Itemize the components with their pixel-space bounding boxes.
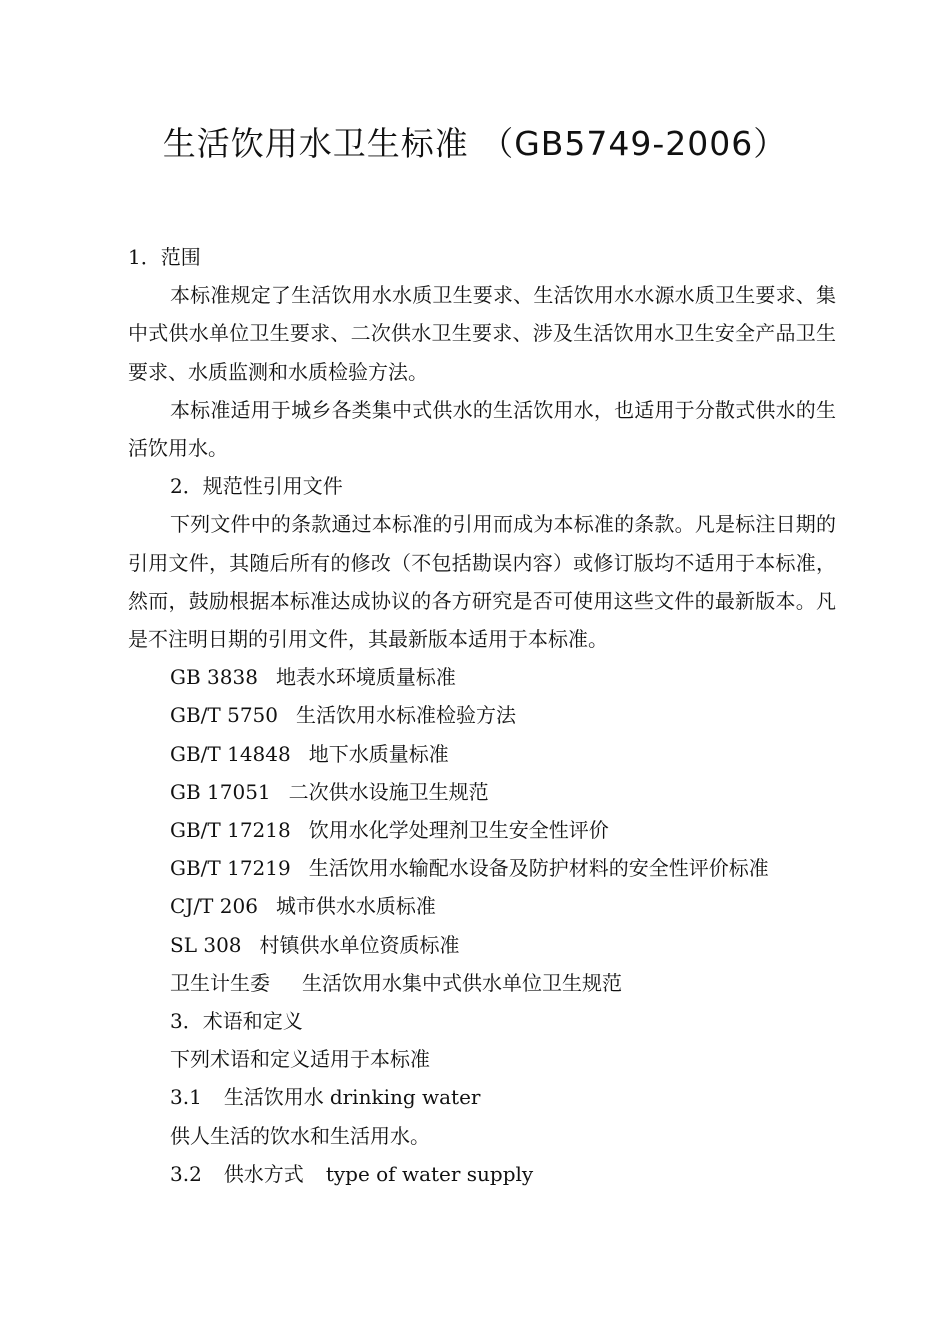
- section-heading-terms: 3．术语和定义: [170, 1009, 303, 1034]
- document-body: [128, 238, 836, 1193]
- reference-title: 饮用水化学处理剂卫生安全性评价: [308, 818, 609, 843]
- reference-code: CJ/T 206: [170, 894, 258, 919]
- reference-item: [128, 926, 836, 964]
- reference-title: 生活饮用水标准检验方法: [296, 703, 517, 728]
- reference-item: [128, 811, 836, 849]
- term-name: 供水方式: [223, 1161, 304, 1186]
- term-english: drinking water: [329, 1085, 481, 1110]
- term-heading: [128, 1078, 836, 1116]
- term-heading: [128, 1155, 836, 1193]
- paragraph-scope-2: 本标准适用于城乡各类集中式供水的生活饮用水，也适用于分散式供水的生活饮用水。: [128, 397, 836, 461]
- document-title: 生活饮用水卫生标准 （GB5749-2006）: [162, 124, 788, 163]
- reference-item: [128, 964, 836, 1002]
- paragraph-scope-1: 本标准规定了生活饮用水水质卫生要求、生活饮用水水源水质卫生要求、集中式供水单位卫生要求、二次供水卫生要求、涉及生活饮用水卫生安全产品卫生要求、水质监测和水质检验方法。: [128, 283, 836, 384]
- reference-title: 生活饮用水集中式供水单位卫生规范: [302, 970, 622, 995]
- reference-title: 地表水环境质量标准: [275, 665, 456, 690]
- section-heading-references: 2．规范性引用文件: [170, 474, 343, 499]
- reference-code: GB/T 17218: [170, 818, 291, 843]
- reference-item: [128, 849, 836, 887]
- reference-item: [128, 696, 836, 734]
- reference-item: [128, 658, 836, 696]
- term-name: 生活饮用水: [223, 1085, 324, 1110]
- reference-title: 地下水质量标准: [308, 741, 449, 766]
- paragraph-terms-intro: 下列术语和定义适用于本标准: [170, 1047, 430, 1072]
- reference-code: 卫生计生委: [170, 970, 270, 995]
- reference-title: 城市供水水质标准: [275, 894, 436, 919]
- term-number: 3.2: [170, 1161, 202, 1186]
- reference-code: GB 3838: [170, 665, 258, 690]
- paragraph-references-intro: 下列文件中的条款通过本标准的引用而成为本标准的条款。凡是标注日期的引用文件，其随后所有的修改（不包括勘误内容）或修订版均不适用于本标准，然而，鼓励根据本标准达成协议的各方研究是否可使用这些文件的最新版本。凡是不注明日期的引用文件，其最新版本适用于本标准。: [128, 512, 836, 652]
- reference-title: 二次供水设施卫生规范: [288, 779, 489, 804]
- reference-item: [128, 887, 836, 925]
- reference-code: GB/T 5750: [170, 703, 279, 728]
- term-english: type of water supply: [325, 1161, 534, 1186]
- reference-code: GB 17051: [170, 779, 271, 804]
- reference-title: 村镇供水单位资质标准: [259, 932, 460, 957]
- reference-item: [128, 735, 836, 773]
- term-definition: 供人生活的饮水和生活用水。: [170, 1123, 430, 1148]
- reference-code: GB/T 14848: [170, 741, 291, 766]
- reference-item: [128, 773, 836, 811]
- term-number: 3.1: [170, 1085, 202, 1110]
- reference-code: GB/T 17219: [170, 856, 291, 881]
- section-heading-scope: 1．范围: [128, 245, 201, 269]
- reference-title: 生活饮用水输配水设备及防护材料的安全性评价标准: [308, 856, 769, 881]
- reference-code: SL 308: [170, 932, 242, 957]
